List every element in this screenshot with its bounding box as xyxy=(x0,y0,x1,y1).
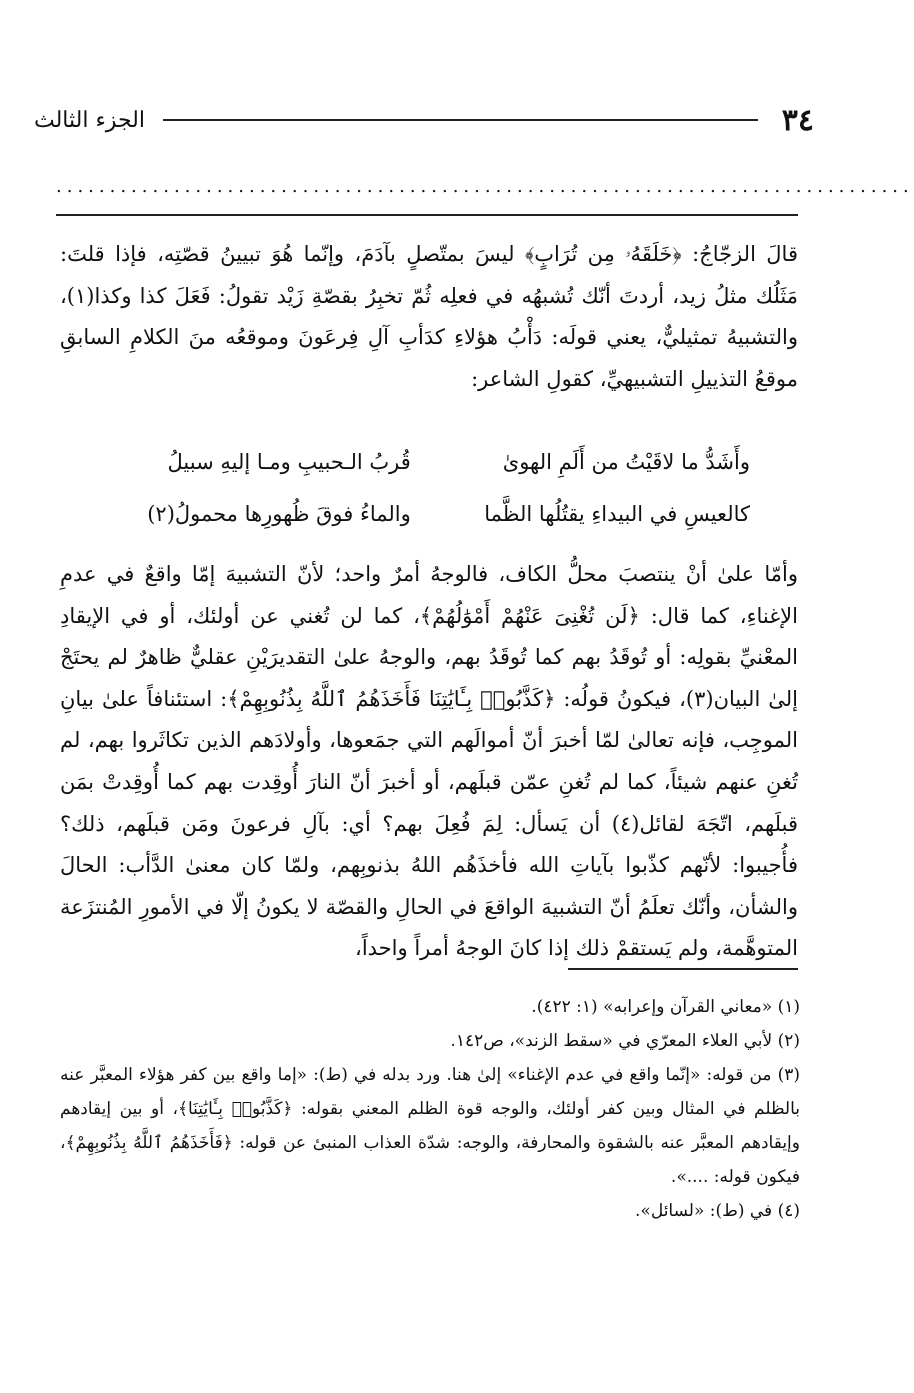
top-rule xyxy=(56,214,798,216)
footnote-3: (٣) من قوله: «إنّما واقع في عدم الإغناء» إلىٰ هنا. ورد بدله في (ط): «إما واقع بين كفر هؤلاء المعبَّر عنه بالظلم في المثال وبين كفر أولئك، والوجه قوة الظلم المعني بقوله: ﴿كَذَّبُوا۟ بِـَٔايَٰتِنَا﴾، أو بين إيقادهم وإيقادهم المعبَّر عنه بالشقوة والمحارفة، والوجه: شدّة العذاب المنبىٔ عن قوله: ﴿فَأَخَذَهُمُ ٱللَّهُ بِذُنُوبِهِمْ﴾، فيكون قوله: ....». xyxy=(60,1065,800,1187)
footnote-1: (١) «معاني القرآن وإعرابه» (١: ٤٢٢). xyxy=(531,997,800,1017)
page-number: ٣٤ xyxy=(781,102,814,138)
paragraph-1: قالَ الزجّاجُ: ﴿خَلَقَهُۥ مِن تُرَابٍ﴾ ليسَ بمتّصلٍ بآدَمَ، وإنّما هُوَ تبيينُ قصّتِه، فإذا قلتَ: مَثَلُك مثلُ زيد، أردتَ أنّك تُشبهُه في فعلِه ثُمّ تخبِرُ بقصّةِ زَيْد تقولُ: فَعَلَ كذا وكذا(١)، والتشبيهُ تمثيليٌّ، يعني قولَه: دَأْبُ هؤلاءِ كدَأبِ آلِ فِرعَونَ وموقعُه منَ الكلامِ السابقِ موقعُ التذييلِ التشبيهيِّ، كقولِ الشاعر: xyxy=(60,242,798,391)
footnotes xyxy=(60,990,800,1228)
paragraph-2: وأمّا علىٰ أنْ ينتصبَ محلُّ الكاف، فالوجهُ أمرٌ واحد؛ لأنّ التشبيهَ إمّا واقعٌ في عدمِ الإغناءِ، كما قال: ﴿لَن تُغْنِىَ عَنْهُمْ أَمْوَٰلُهُمْ﴾، كما لن تُغني عن أولئك، أو في الإيقادِ المعْنيِّ بقولِه: أو تُوقَدُ بهم كما تُوقَدُ بهم، والوجهُ علىٰ التقديرَيْنِ عقليٌّ ظاهرٌ لم يحتَجْ إلىٰ البيان(٣)، فيكونُ قولُه: ﴿كَذَّبُوا۟ بِـَٔايَٰتِنَا فَأَخَذَهُمُ ٱللَّهُ بِذُنُوبِهِمْ﴾: استئنافاً علىٰ بيانِ الموجِب، فإنه تعالىٰ لمّا أخبرَ أنّ أموالَهم التي جمَعوها، وأولادَهم الذين تكاثَروا بهم، لم تُغنِ عنهم شيئاً، كما لم تُغنِ عمّن قبلَهم، أو أخبرَ أنّ النارَ أُوقِدت بهم كما أُوقِدتْ بمَن قبلَهم، اتّجَهَ لقائل(٤) أن يَسأل: لِمَ فُعِلَ بهم؟ أي: بآلِ فرعونَ ومَن قبلَهم، ذلك؟ فأُجيبوا: لأنّهم كذّبوا بآياتِ الله فأخذَهُم اللهُ بذنوبِهم، ولمّا كان معنىٰ الدَّأب: الحالَ والشأن، وأنّك تعلَمُ أنّ التشبيهَ الواقعَ في الحالِ والقصّة لا يكونُ إلّا في الأمورِ المُنتزَعة المتوهَّمة، ولم يَستقمْ ذلك إذا كانَ الوجهُ أمراً واحداً، xyxy=(60,562,799,961)
verse-1-first-hemistich: وأَشَدُّ ما لاقَيْتُ من أَلَمِ الهوىٰ xyxy=(502,450,750,474)
running-title: الجزء الثالث xyxy=(34,107,145,133)
footnote-4: (٤) في (ط): «لسائل». xyxy=(635,1201,800,1221)
poem-verse-2 xyxy=(110,488,750,540)
header-rule xyxy=(163,119,758,121)
page-header xyxy=(34,100,814,140)
dotted-separator: ................................................................................ xyxy=(56,176,914,197)
verse-1-second-hemistich: قُربُ الـحبيبِ ومـا إليهِ سبيلُ xyxy=(167,450,411,474)
verse-2-second-hemistich: والماءُ فوقَ ظُهورِها محمولُ(٢) xyxy=(147,502,411,526)
footnote-rule xyxy=(568,968,798,970)
poem-verse-1 xyxy=(110,436,750,488)
main-text-lower xyxy=(60,554,798,970)
main-text-upper xyxy=(60,234,798,400)
footnote-2: (٢) لأبي العلاء المعرّي في «سقط الزند»، ص١٤٢. xyxy=(450,1031,800,1051)
poem xyxy=(110,436,750,540)
verse-2-first-hemistich: كالعيسِ في البيداءِ يقتُلُها الظَّما xyxy=(484,502,750,526)
